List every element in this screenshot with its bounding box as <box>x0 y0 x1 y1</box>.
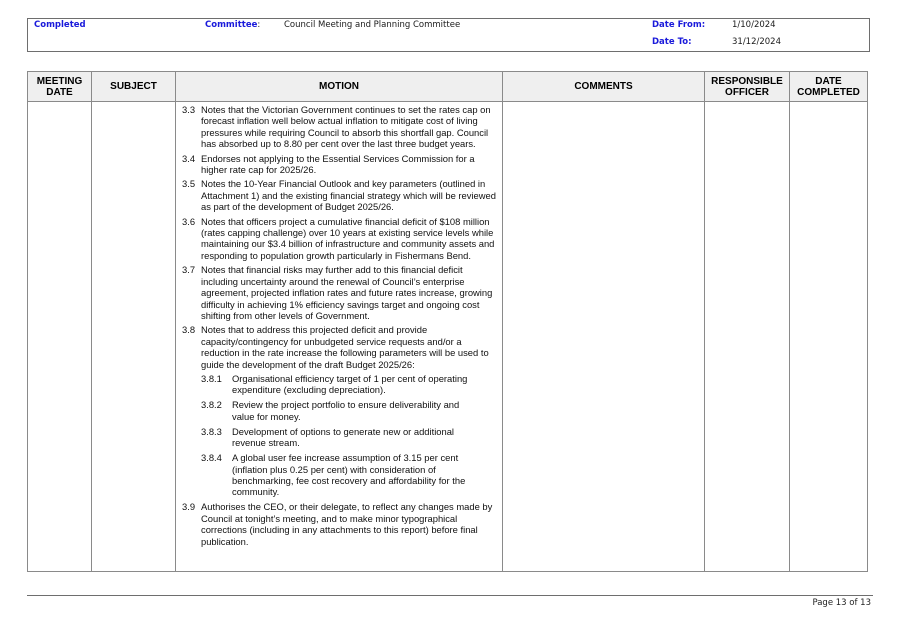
motion-item-number: 3.3 <box>182 104 196 115</box>
motion-item-number: 3.4 <box>182 152 196 164</box>
committee-label: Committee <box>205 20 258 30</box>
sub-item-text: A global user fee increase assumption of 3.15 per cent (inflation plus 0.25 per cent) with consideration of benchmarking, fee cost recovery and affordability for the community. <box>232 452 466 498</box>
date-from-label: Date From: <box>652 20 706 30</box>
motion-item <box>182 501 496 547</box>
cell-responsible-officer <box>705 102 790 572</box>
sub-item-number: 3.8.1 <box>201 372 222 384</box>
header-comments: COMMENTS <box>503 72 705 102</box>
motion-item-number: 3.6 <box>182 215 196 227</box>
date-from-value: 1/10/2024 <box>732 20 776 30</box>
header-motion: MOTION <box>176 72 503 102</box>
cell-comments <box>503 102 705 572</box>
sub-item-number: 3.8.4 <box>201 452 222 464</box>
date-to-value: 31/12/2024 <box>732 37 781 47</box>
motion-sub-item <box>201 373 496 396</box>
motion-item-number: 3.8 <box>182 324 196 336</box>
committee-label-wrap <box>205 20 260 31</box>
actions-table <box>27 71 868 572</box>
motion-item <box>182 104 496 150</box>
motion-sub-item <box>201 399 496 422</box>
motion-item-text: Notes that to address this projected deficit and provide capacity/contingency for unbudgeted service requests and/or a reduction in the rate increase the following parameters will be used to guide the development of the draft Budget 2025/26: <box>201 324 489 370</box>
status-label: Completed <box>34 20 86 30</box>
sub-item-number: 3.8.2 <box>201 399 222 411</box>
committee-colon: : <box>257 20 261 30</box>
motion-item-text: Endorses not applying to the Essential Services Commission for a higher rate cap for 2025/26. <box>201 152 475 176</box>
committee-value: Council Meeting and Planning Committee <box>284 20 461 30</box>
table-row <box>28 102 868 572</box>
page-number: Page 13 of 13 <box>812 598 871 608</box>
header-subject: SUBJECT <box>92 72 176 102</box>
motion-item <box>182 264 496 321</box>
motion-item-number: 3.5 <box>182 178 196 190</box>
sub-item-number: 3.8.3 <box>201 425 222 437</box>
sub-item-text: Development of options to generate new or additional revenue stream. <box>232 425 455 449</box>
sub-item-text: Organisational efficiency target of 1 per cent of operating expenditure (excluding depreciation). <box>232 372 468 396</box>
motion-item-number: 3.9 <box>182 501 196 513</box>
header-responsible-officer: RESPONSIBLE OFFICER <box>705 72 790 102</box>
cell-date-completed <box>790 102 868 572</box>
motion-item-text: Notes that financial risks may further add to this financial deficit including uncertainty around the renewal of Council’s enterprise agreement, projected inflation rates and future rates increase, growing difficulty in achieving 1% efficiency savings target and ongoing cost shifting from other levels of Government. <box>201 264 493 321</box>
sub-item-text: Review the project portfolio to ensure deliverability and value for money. <box>232 399 460 422</box>
date-to-label: Date To: <box>652 37 692 47</box>
motion-item <box>182 216 496 262</box>
cell-motion <box>176 102 503 572</box>
footer-divider <box>27 595 873 596</box>
motion-item-number: 3.7 <box>182 264 196 276</box>
table-header-row <box>28 72 868 102</box>
header-meeting-date: MEETING DATE <box>28 72 92 102</box>
header-date-completed: DATE COMPLETED <box>790 72 868 102</box>
motion-item-text: Notes the 10-Year Financial Outlook and key parameters (outlined in Attachment 1) and the existing financial strategy which will be reviewed as part of the development of Budget 2025/26. <box>201 178 496 213</box>
motion-item-text: Notes that officers project a cumulative financial deficit of $108 million (rates capping challenge) over 10 years at existing service levels while maintaining our $3.4 billion of infrastructure and community assets and responding to population growth particularly in Fishermans Bend. <box>201 215 495 261</box>
motion-item <box>182 153 496 176</box>
report-filter-box <box>27 18 870 52</box>
motion-item <box>182 178 496 212</box>
motion-sub-item <box>201 452 496 498</box>
cell-meeting-date <box>28 102 92 572</box>
motion-item-text: Authorises the CEO, or their delegate, to reflect any changes made by Council at tonight’s meeting, and to make minor typographical corrections (including in any attachments to this report) before final publication. <box>201 501 493 547</box>
motion-item <box>182 324 496 370</box>
cell-subject <box>92 102 176 572</box>
motion-item-text: Notes that the Victorian Government continues to set the rates cap on forecast inflation well below actual inflation to mitigate cost of living pressures while requiring Council to absorb this shortfall gap. Council has absorbed up to 8.80 per cent over the last three budget years. <box>201 104 491 150</box>
motion-sub-item <box>201 426 496 449</box>
